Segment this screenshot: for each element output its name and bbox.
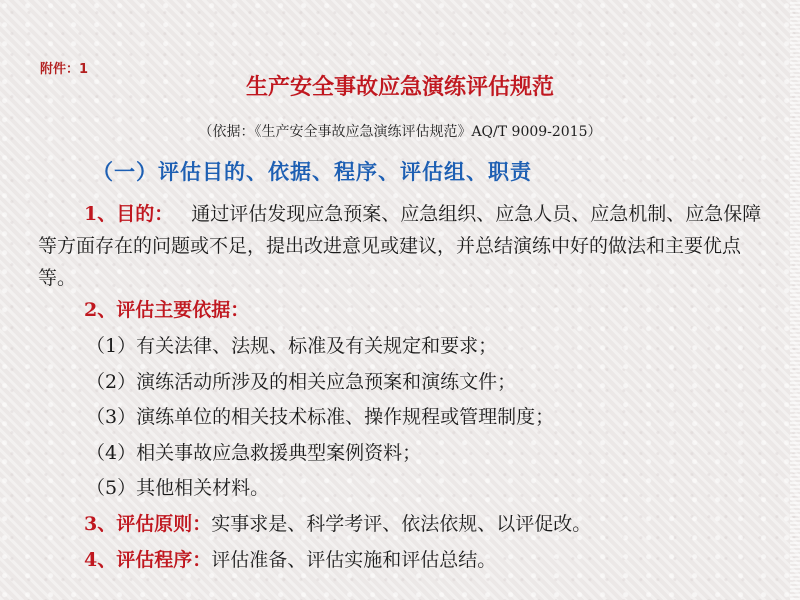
principles-line [84, 508, 591, 540]
attachment-label: 附件：1 [40, 62, 89, 77]
procedure-line [84, 544, 496, 576]
basis-item-5: （5）其他相关材料。 [86, 477, 270, 499]
principles-text: 实事求是、科学考评、依法依规、以评促改。 [211, 513, 592, 535]
procedure-text: 评估准备、评估实施和评估总结。 [211, 549, 497, 571]
basis-item-4: （4）相关事故应急救援典型案例资料； [86, 442, 422, 464]
basis-item-2: （2）演练活动所涉及的相关应急预案和演练文件； [86, 371, 517, 393]
basis-reference: （依据：《生产安全事故应急演练评估规范》AQ/T 9009-2015） [198, 124, 602, 140]
purpose-text: 通过评估发现应急预案、应急组织、应急人员、应急机制、应急保障等方面存在的问题或不足，提出改进意见或建议，并总结演练中好的做法和主要优点等。 [38, 203, 762, 289]
purpose-label: 1、目的： [84, 203, 174, 225]
basis-item-1: （1）有关法律、法规、标准及有关规定和要求； [86, 335, 498, 357]
basis-section-label: 2、评估主要依据： [84, 299, 250, 321]
purpose-paragraph [38, 198, 774, 294]
right-edge-decoration [790, 0, 800, 600]
procedure-label: 4、评估程序： [84, 549, 212, 571]
page-title: 生产安全事故应急演练评估规范 [245, 75, 554, 100]
basis-item-3: （3）演练单位的相关技术标准、操作规程或管理制度； [86, 406, 555, 428]
section-heading: （一）评估目的、依据、程序、评估组、职责 [92, 159, 532, 184]
principles-label: 3、评估原则： [84, 513, 212, 535]
